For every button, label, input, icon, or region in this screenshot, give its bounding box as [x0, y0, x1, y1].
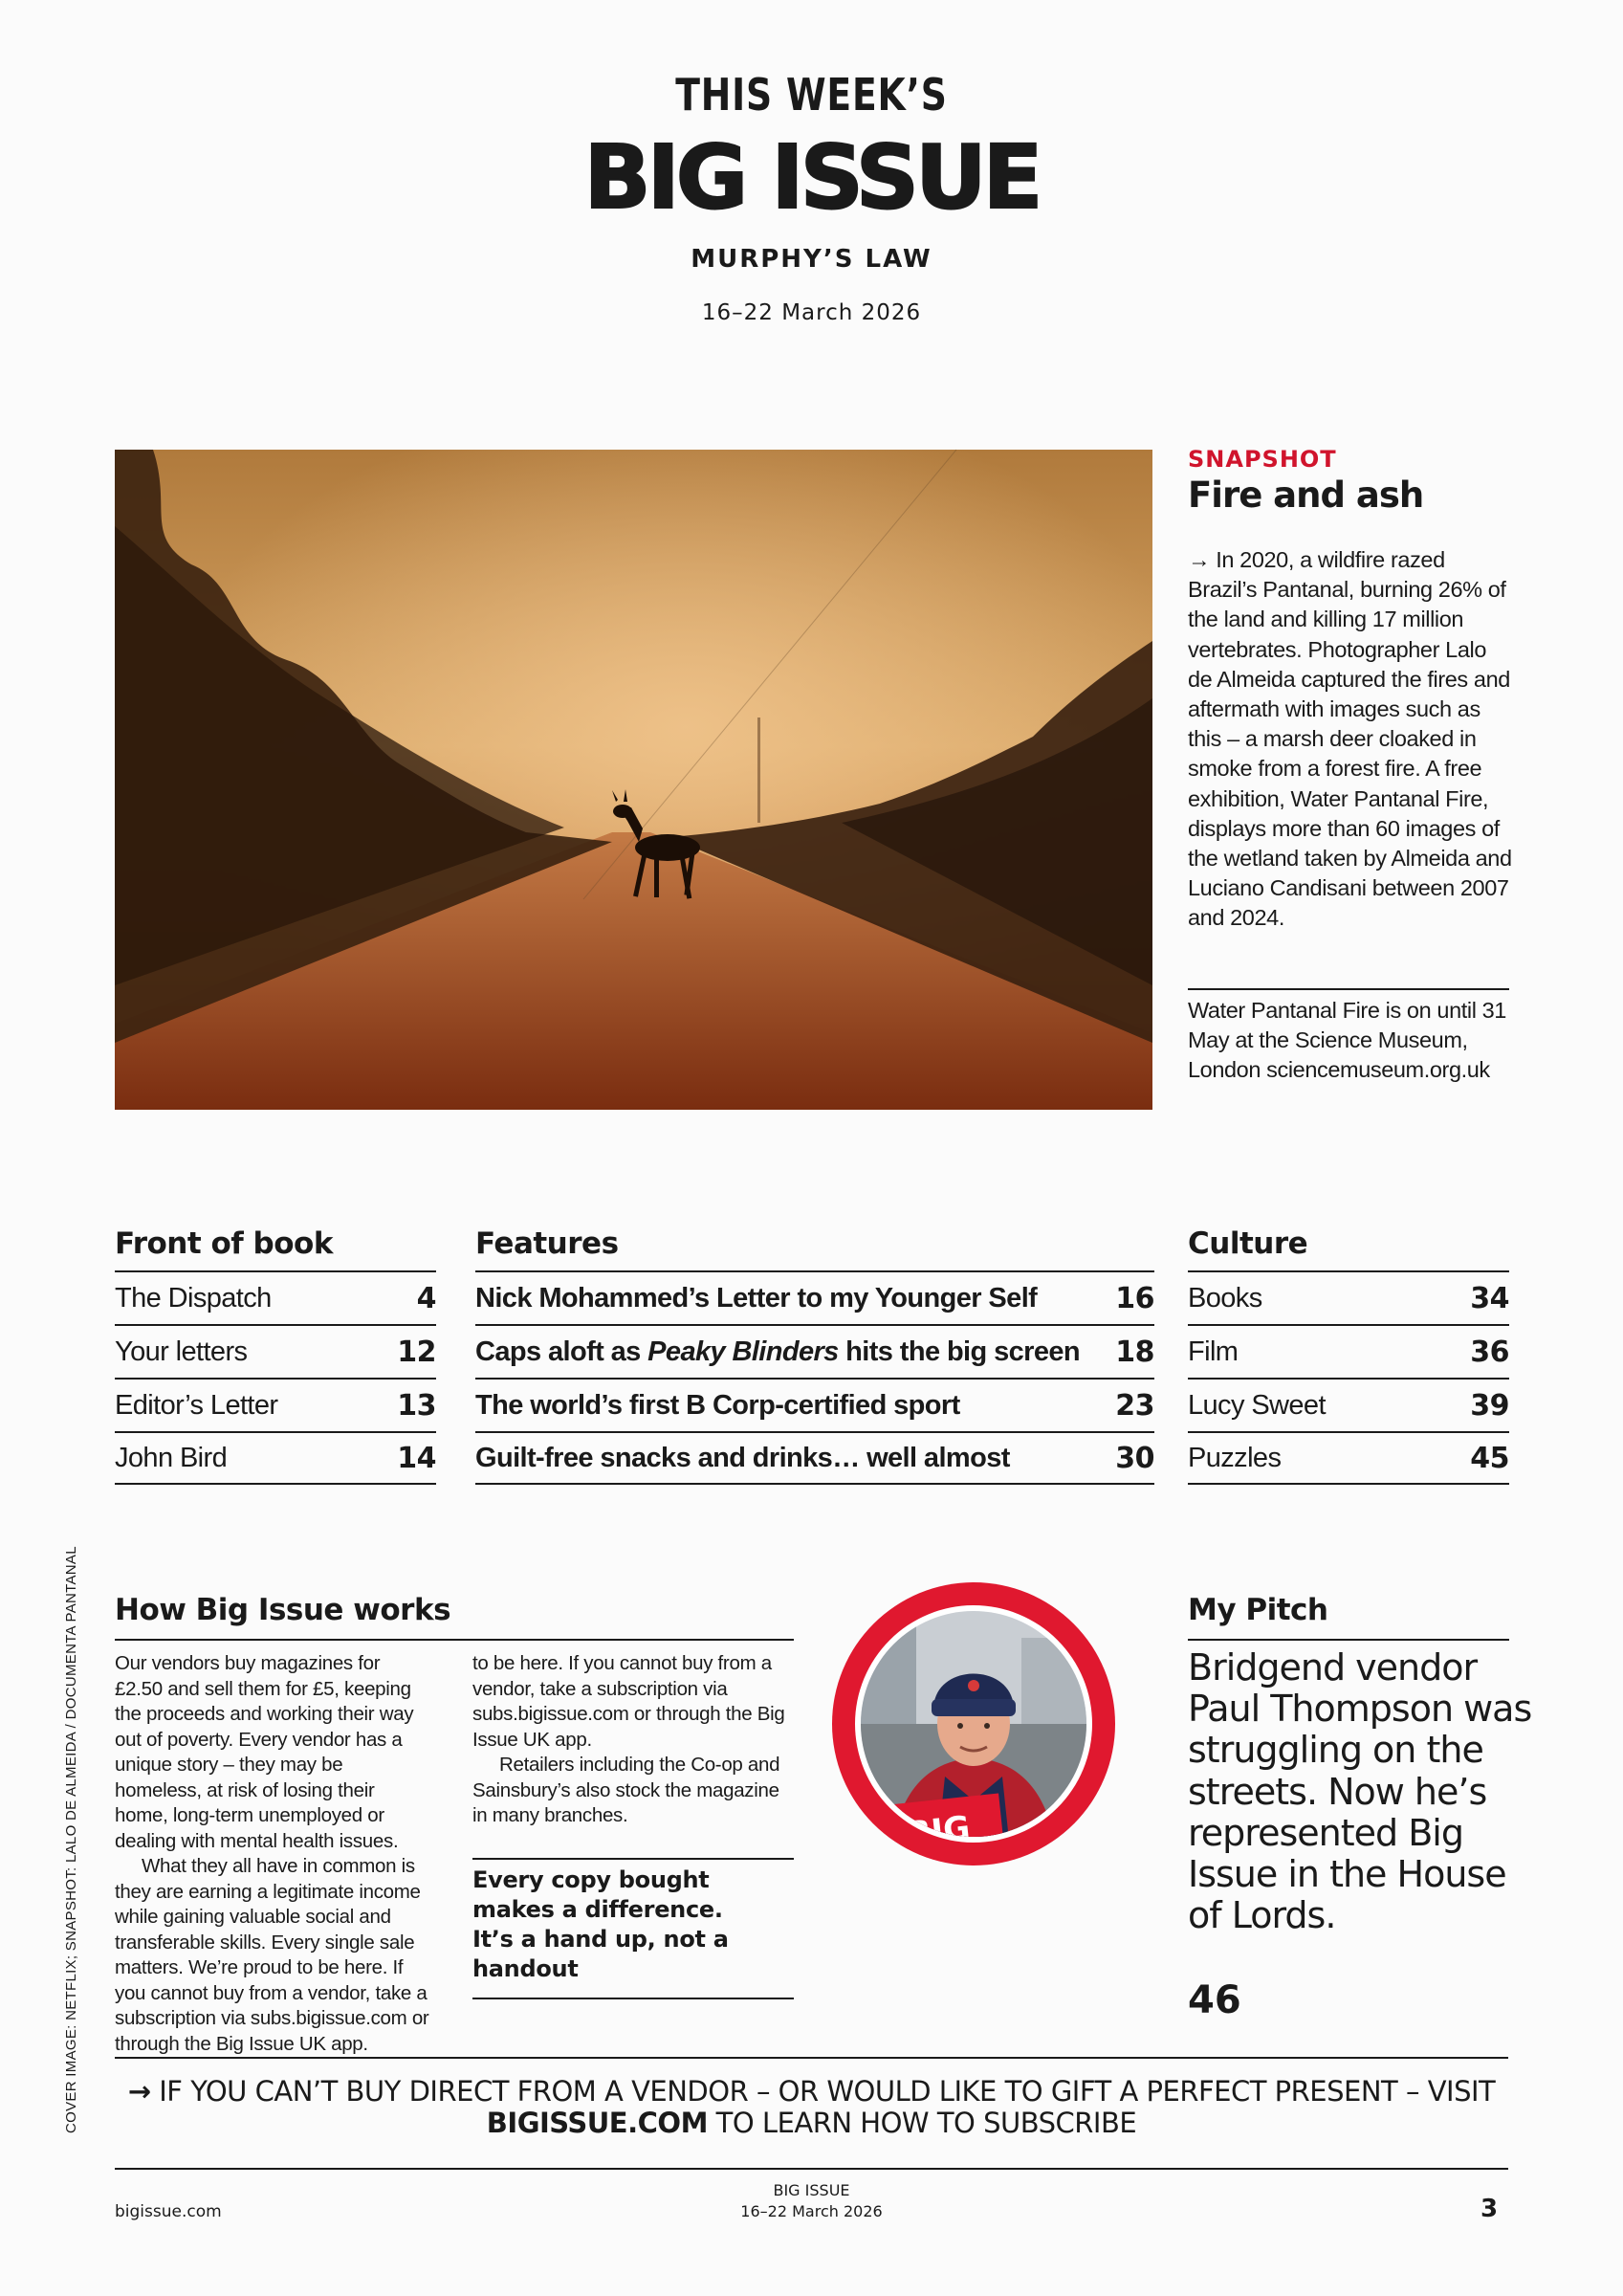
toc-item[interactable] — [115, 1431, 436, 1485]
snapshot-photo — [115, 450, 1152, 1110]
toc-item[interactable] — [1188, 1270, 1509, 1324]
toc-item-title: Film — [1188, 1336, 1239, 1367]
toc-item-page: 39 — [1470, 1388, 1509, 1423]
toc-item[interactable] — [1188, 1324, 1509, 1378]
toc-item[interactable] — [115, 1324, 436, 1378]
toc-item-page: 4 — [416, 1281, 436, 1315]
footer-date: 16–22 March 2026 — [740, 2202, 883, 2220]
bigissue-link[interactable]: BIGISSUE.COM — [486, 2107, 708, 2139]
toc-item[interactable] — [1188, 1431, 1509, 1485]
toc-item-title: John Bird — [115, 1442, 228, 1473]
subscribe-rule-top — [115, 2057, 1508, 2059]
snapshot-body-text: In 2020, a wildfire razed Brazil’s Pantanal, burning 26% of the land and killing 17 million vertebrates. Photographer Lalo de Almeida captured the fires and aftermath with images such as this – a marsh deer cloaked in smoke from a forest fire. A free exhibition, Water Pantanal Fire, displays more than 60 images of the wetland taken by Almeida and Luciano Candisani between 2007 and 2024. — [1188, 547, 1512, 931]
snapshot-divider — [1188, 988, 1509, 990]
subscribe-banner — [115, 2076, 1508, 2139]
snapshot-label: SNAPSHOT — [1188, 446, 1337, 473]
toc-item-title — [475, 1336, 1080, 1368]
toc-item-title: Lucy Sweet — [1188, 1389, 1326, 1421]
toc-item[interactable] — [475, 1270, 1154, 1324]
subscribe-text-pre: IF YOU CAN’T BUY DIRECT FROM A VENDOR – OR WOULD LIKE TO GIFT A PERFECT PRESENT – VISIT — [159, 2075, 1496, 2108]
footer-center — [0, 2180, 1623, 2222]
toc-item-page: 14 — [397, 1441, 436, 1475]
pitch-text: Bridgend vendor Paul Thompson was struggling on the streets. Now he’s represented Big Issue in the House of Lords. — [1188, 1646, 1532, 1937]
snapshot-body — [1188, 545, 1513, 934]
toc-item-page: 18 — [1115, 1335, 1154, 1369]
toc-item-page: 36 — [1470, 1335, 1509, 1369]
toc-item-title: Editor’s Letter — [115, 1389, 278, 1421]
toc-item[interactable] — [475, 1431, 1154, 1485]
toc-item-page: 12 — [397, 1335, 436, 1369]
toc-item[interactable] — [115, 1270, 436, 1324]
issue-title: MURPHY’S LAW — [691, 245, 932, 274]
how-paragraph: Our vendors buy magazines for £2.50 and sell them for £5, keeping the proceeds and working their way out of poverty. Every vendor has a unique story – they may be homeless, at risk of losing their home, long-term unemployed or dealing with mental health issues. — [115, 1652, 414, 1852]
toc-item[interactable] — [475, 1378, 1154, 1431]
issue-date: 16–22 March 2026 — [701, 300, 922, 325]
page-number: 3 — [1480, 2195, 1499, 2223]
front-of-book-list — [115, 1270, 436, 1485]
toc-item[interactable] — [475, 1324, 1154, 1378]
toc-item-title: The world’s first B Corp-certified sport — [475, 1389, 960, 1421]
pitch-divider — [1188, 1639, 1509, 1641]
arrow-right-icon: → — [127, 2075, 151, 2108]
toc-item-page: 23 — [1115, 1388, 1154, 1423]
contents-culture — [1188, 1226, 1509, 1485]
front-of-book-heading: Front of book — [115, 1226, 333, 1261]
how-pull-quote: Every copy bought makes a difference. It’s a hand up, not a handout — [472, 1866, 729, 1982]
toc-item-title: Your letters — [115, 1336, 248, 1367]
toc-item-title: The Dispatch — [115, 1282, 272, 1314]
toc-item-title: Puzzles — [1188, 1442, 1282, 1473]
toc-item-page: 13 — [397, 1388, 436, 1423]
quote-divider-bottom — [472, 1998, 794, 1999]
features-list — [475, 1270, 1154, 1485]
toc-item[interactable] — [115, 1378, 436, 1431]
my-pitch-heading: My Pitch — [1188, 1593, 1328, 1627]
how-divider — [115, 1639, 794, 1641]
toc-item-title: Guilt-free snacks and drinks… well almost — [475, 1442, 1010, 1473]
subscribe-rule-bottom — [115, 2168, 1508, 2170]
how-paragraph-continued: to be here. If you cannot buy from a vendor, take a subscription via subs.bigissue.com or through the Big Issue UK app. — [472, 1652, 785, 1751]
toc-item-page: 30 — [1115, 1441, 1154, 1475]
snapshot-exhibition-info: Water Pantanal Fire is on until 31 May at the Science Museum, London sciencemuseum.org.uk — [1188, 998, 1506, 1083]
features-heading: Features — [475, 1226, 619, 1261]
toc-item-title-pre: Caps aloft as — [475, 1336, 648, 1367]
arrow-right-icon: → — [1188, 547, 1211, 572]
toc-item-title: Books — [1188, 1282, 1262, 1314]
toc-item-title: Nick Mohammed’s Letter to my Younger Self — [475, 1282, 1038, 1314]
toc-item-page: 34 — [1470, 1281, 1509, 1315]
quote-divider-top — [472, 1858, 794, 1860]
toc-item[interactable] — [1188, 1378, 1509, 1431]
masthead-kicker: THIS WEEK’S — [675, 69, 948, 121]
toc-item-page: 16 — [1115, 1281, 1154, 1315]
toc-item-title-italic: Peaky Blinders — [647, 1336, 839, 1367]
culture-list — [1188, 1270, 1509, 1485]
how-column-right — [472, 1651, 793, 1829]
contents-front-of-book — [115, 1226, 436, 1485]
toc-item-title-post: hits the big screen — [838, 1336, 1081, 1367]
pitch-page-number: 46 — [1188, 1978, 1241, 2022]
culture-heading: Culture — [1188, 1226, 1308, 1261]
footer-site[interactable]: bigissue.com — [115, 2202, 222, 2221]
how-paragraph: What they all have in common is they are earning a legitimate income while gaining valuable social and transferable skills. Every single sale matters. We’re proud to be here. If you cannot buy from a vendor, take a subscription via subs.bigissue.com or through the Big Issue UK app. — [115, 1855, 429, 2055]
image-credit: COVER IMAGE: NETFLIX; SNAPSHOT: LALO DE ALMEIDA / DOCUMENTA PANTANAL — [63, 1546, 79, 2133]
how-column-left — [115, 1651, 430, 2055]
how-paragraph: Retailers including the Co-op and Sainsbury’s also stock the magazine in many branches. — [472, 1754, 780, 1826]
contents-features — [475, 1226, 1154, 1485]
toc-item-page: 45 — [1470, 1441, 1509, 1475]
footer-brand: BIG ISSUE — [773, 2181, 850, 2199]
vendor-photo — [830, 1580, 1117, 1867]
big-issue-logo: BIG ISSUE — [583, 126, 1040, 229]
subscribe-text-post: TO LEARN HOW TO SUBSCRIBE — [707, 2107, 1137, 2139]
how-big-issue-works-heading: How Big Issue works — [115, 1593, 451, 1627]
snapshot-title: Fire and ash — [1188, 475, 1424, 516]
